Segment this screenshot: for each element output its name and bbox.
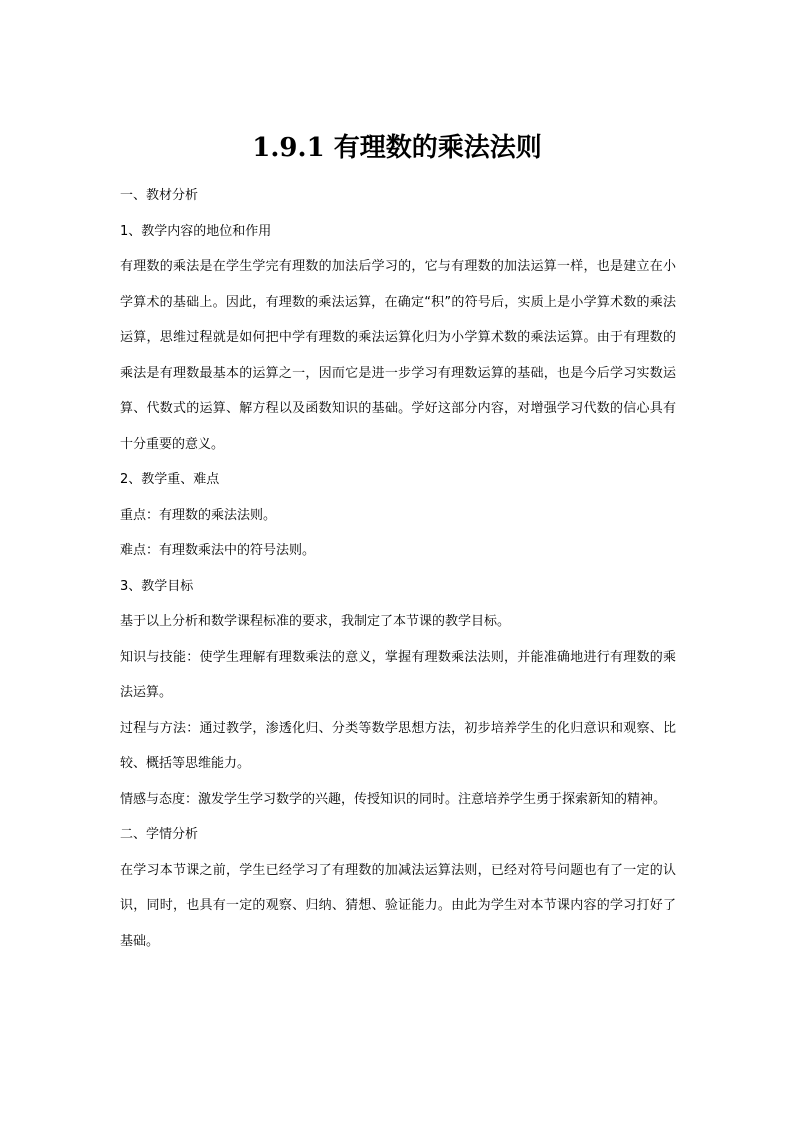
document-body <box>120 178 676 959</box>
paragraph-knowledge-skills: 知识与技能：使学生理解有理数乘法的意义，掌握有理数乘法法则，并能准确地进行有理数的乘法运算。 <box>120 649 676 700</box>
subheading-content-position: 1、教学内容的地位和作用 <box>120 223 272 239</box>
paragraph-key-point: 重点：有理数的乘法法则。 <box>120 507 277 523</box>
subheading-teaching-goals: 3、教学目标 <box>120 578 194 594</box>
subheading-key-difficult-points: 2、教学重、难点 <box>120 472 220 487</box>
section-heading-textbook-analysis: 一、教材分析 <box>120 188 199 203</box>
paragraph-process-methods: 过程与方法：通过教学，渗透化归、分类等数学思想方法，初步培养学生的化归意识和观察、比较、概括等思维能力。 <box>120 720 676 771</box>
document-title: 1.9.1 有理数的乘法法则 <box>252 133 542 163</box>
paragraph-student-analysis: 在学习本节课之前，学生已经学习了有理数的加减法运算法则，已经对符号问题也有了一定的认识，同时，也具有一定的观察、归纳、猜想、验证能力。由此为学生对本节课内容的学习打好了基础。 <box>120 862 676 949</box>
section-heading-student-analysis: 二、学情分析 <box>120 827 199 842</box>
paragraph-content-position: 有理数的乘法是在学生学完有理数的加法后学习的，它与有理数的加法运算一样，也是建立在小学算术的基础上。因此，有理数的乘法运算，在确定“积”的符号后，实质上是小学算术数的乘法运算，思维过程就是如何把中学有理数的乘法运算化归为小学算术数的乘法运算。由于有理数的乘法是有理数最基本的运算之一，因而它是进一步学习有理数运算的基础，也是今后学习实数运算、代数式的运算、解方程以及函数知识的基础。学好这部分内容，对增强学习代数的信心具有十分重要的意义。 <box>120 259 676 452</box>
paragraph-emotion-attitude: 情感与态度：激发学生学习数学的兴趣，传授知识的同时。注意培养学生勇于探索新知的精神。 <box>120 791 667 807</box>
paragraph-difficult-point: 难点：有理数乘法中的符号法则。 <box>120 543 316 558</box>
paragraph-goals-intro: 基于以上分析和数学课程标准的要求，我制定了本节课的教学目标。 <box>120 614 511 629</box>
